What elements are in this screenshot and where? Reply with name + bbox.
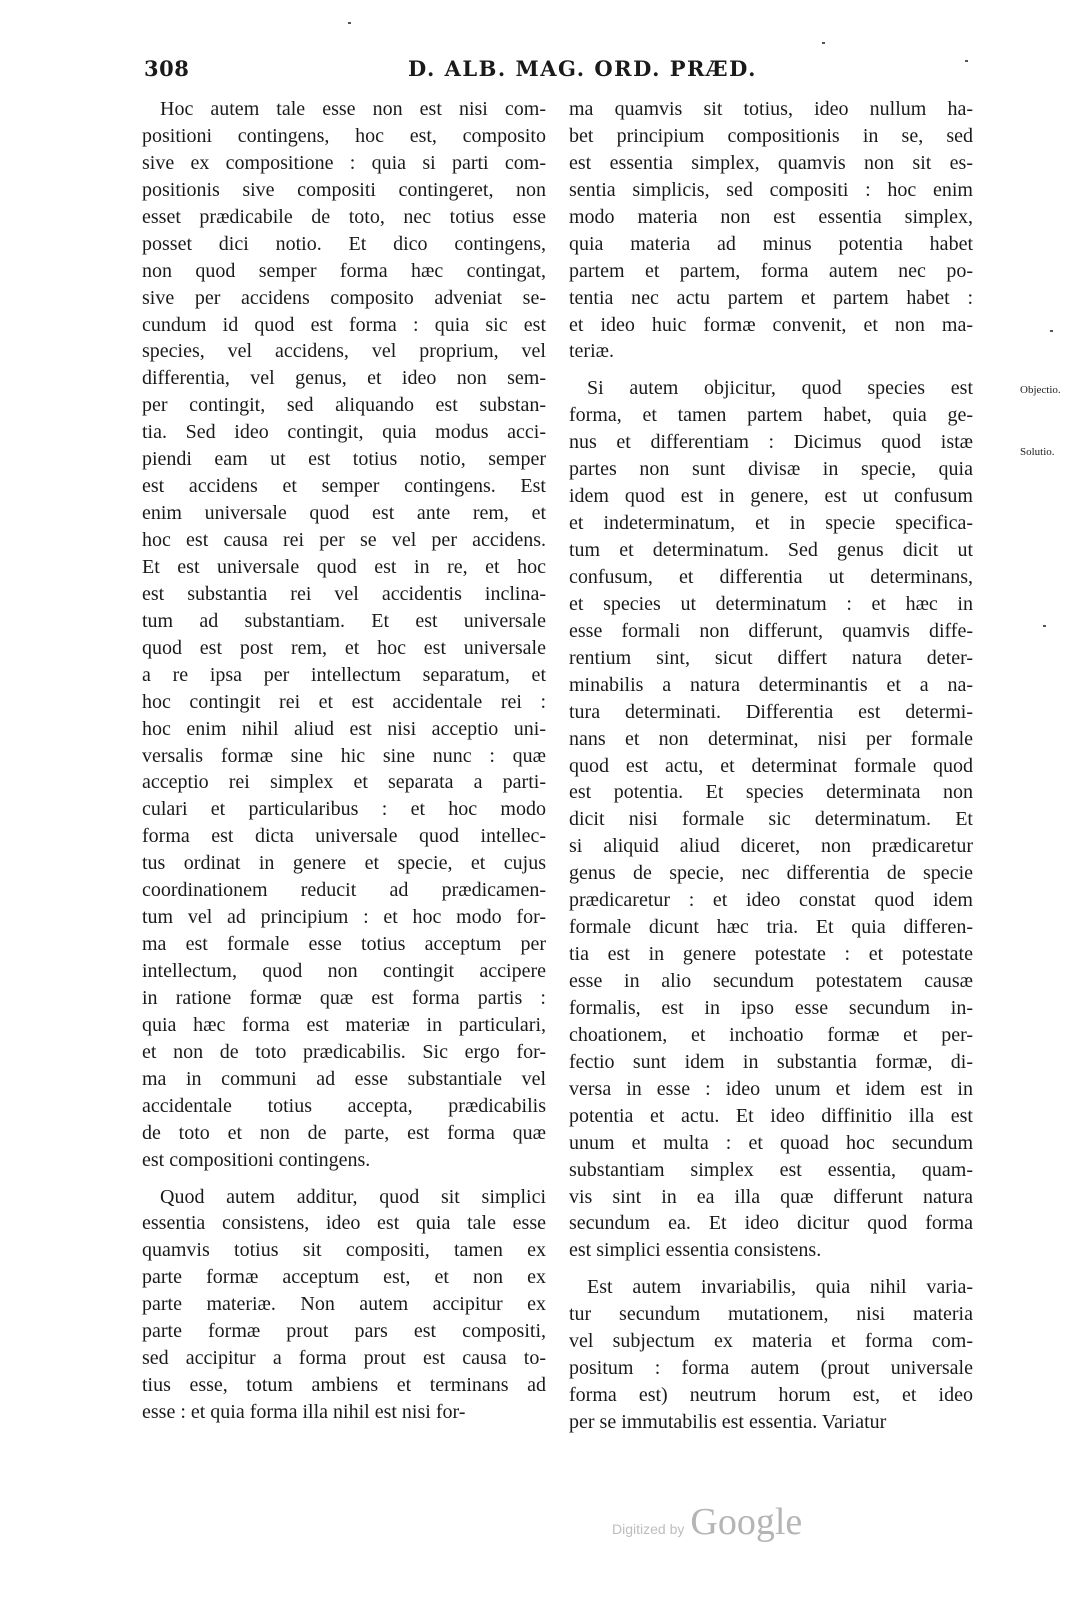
text-line: est potentia. Et species determinata non: [569, 781, 973, 804]
text-line: tur secundum mutationem, nisi materia: [569, 1303, 973, 1326]
google-logo: Google: [690, 1501, 803, 1543]
text-line: enim universale quod est ante rem, et: [142, 502, 546, 525]
text-line: essentia consistens, ideo est quia tale esse: [142, 1212, 546, 1235]
text-line: quod est actu, et determinat formale quod: [569, 754, 973, 777]
text-line: versalis formæ sine hic sine nunc : quæ: [142, 744, 546, 767]
text-line: tia. Sed ideo contingit, quia modus acci-: [142, 421, 546, 444]
paragraph-1: [142, 96, 546, 1174]
text-line: est simplici essentia consistens.: [569, 1239, 822, 1262]
text-line: genus de specie, nec differentia de specie: [569, 862, 973, 885]
text-line: tentia nec actu partem et partem habet :: [569, 286, 973, 309]
print-speck: [1043, 625, 1046, 627]
text-line: differentia, vel genus, et ideo non sem-: [142, 367, 546, 390]
text-line: tum ad substantiam. Et est universale: [142, 609, 546, 632]
text-line: minabilis a natura determinantis et a na-: [569, 673, 973, 696]
text-line: sive per accidens composito adveniat se-: [142, 286, 546, 309]
text-line: quod est post rem, et hoc est universale: [142, 636, 546, 659]
text-line: culari et particularibus : et hoc modo: [142, 798, 546, 821]
text-line: esset prædicabile de toto, nec totius esse: [142, 205, 546, 228]
text-line: formalis, est in ipso esse secundum in-: [569, 996, 973, 1019]
running-title: D. ALB. MAG. ORD. PRÆD.: [408, 56, 757, 81]
text-line: per contingit, sed aliquando est substan-: [142, 394, 546, 417]
text-line: formale dicunt hæc tria. Et quia differen-: [569, 916, 973, 939]
text-line: et non de toto prædicabilis. Sic ergo for-: [142, 1040, 546, 1063]
text-line: parte formæ prout pars est compositi,: [142, 1320, 546, 1343]
text-line: et ideo huic formæ convenit, et non ma-: [569, 313, 973, 336]
text-line: est essentia simplex, quamvis non sit es-: [569, 151, 973, 174]
text-line: quia hæc forma est materiæ in particulari,: [142, 1013, 546, 1036]
text-line: accidentale totius accepta, prædicabilis: [142, 1094, 546, 1117]
text-line: est compositioni contingens.: [142, 1148, 371, 1171]
text-line: positionis sive compositi contingeret, non: [142, 178, 546, 201]
text-line: forma est) neutrum horum est, et ideo: [569, 1384, 973, 1407]
text-line: species, vel accidens, vel proprium, vel: [142, 340, 546, 363]
print-speck: [1050, 330, 1053, 332]
text-line: intellectum, quod non contingit accipere: [142, 960, 546, 982]
text-line: parte formæ acceptum est, et non ex: [142, 1266, 546, 1289]
text-line: forma, et tamen partem habet, quia ge-: [569, 404, 973, 427]
text-line: esse formali non differunt, quamvis diffe-: [569, 619, 973, 642]
text-line: idem quod est in genere, est ut confusum: [569, 485, 973, 508]
text-line: tum vel ad principium : et hoc modo for-: [142, 906, 546, 929]
text-line: coordinationem reducit ad prædicamen-: [142, 879, 546, 902]
text-line: Hoc autem tale esse non est nisi com-: [160, 98, 546, 120]
text-line: in ratione formæ quæ est forma partis :: [142, 986, 546, 1009]
text-line: nans et non determinat, nisi per formale: [569, 727, 973, 750]
paragraph-2: [569, 375, 973, 1264]
text-line: confusum, et differentia ut determinans,: [569, 565, 973, 588]
text-line: versa in esse : ideo unum et idem est in: [569, 1077, 973, 1100]
margin-note-solutio: Solutio.: [1020, 446, 1055, 458]
text-line: hoc contingit rei et est accidentale rei :: [142, 690, 546, 713]
text-line: positum : forma autem (prout universale: [569, 1357, 973, 1380]
text-line: quia materia ad minus potentia habet: [569, 232, 973, 255]
watermark-prefix: Digitized by: [612, 1521, 685, 1537]
text-line: tus ordinat in genere et specie, et cujus: [142, 852, 546, 875]
text-line: vel subjectum ex materia et forma com-: [569, 1330, 973, 1353]
text-line: rentium sint, sicut differt natura deter-: [569, 646, 973, 669]
text-line: tia est in genere potestate : et potestate: [569, 943, 973, 966]
text-line: modo materia non est essentia simplex,: [569, 205, 973, 228]
paragraph-2: [142, 1184, 546, 1426]
text-line: nus et differentiam : Dicimus quod istæ: [569, 431, 973, 454]
text-line: et species ut determinatum : et hæc in: [569, 592, 973, 615]
text-line: teriæ.: [569, 340, 614, 363]
print-speck: [965, 60, 968, 62]
text-line: Quod autem additur, quod sit simplici: [160, 1185, 546, 1208]
text-line: ma in communi ad esse substantiale vel: [142, 1067, 546, 1090]
text-line: cundum id quod est forma : quia sic est: [142, 313, 546, 336]
paragraph-1: [569, 96, 973, 365]
text-line: potentia et actu. Et ideo diffinitio illa est: [569, 1104, 973, 1127]
text-line: hoc est causa rei per se vel per accidens.: [142, 529, 546, 551]
margin-note-objectio: Objectio.: [1020, 384, 1061, 396]
paragraph-3: [569, 1274, 973, 1436]
text-line: a re ipsa per intellectum separatum, et: [142, 663, 546, 686]
text-line: non quod semper forma hæc contingat,: [142, 259, 546, 282]
text-line: esse in alio secundum potestatem causæ: [569, 970, 973, 992]
text-line: piendi eam ut est totius notio, semper: [142, 448, 546, 471]
text-line: hoc enim nihil aliud est nisi acceptio uni-: [142, 717, 546, 740]
text-line: ma est formale esse totius acceptum per: [142, 933, 546, 956]
text-line: positioni contingens, hoc est, composito: [142, 124, 546, 147]
text-line: tura determinati. Differentia est determi-: [569, 700, 973, 723]
text-line: sive ex compositione : quia si parti com-: [142, 151, 546, 174]
text-line: si aliquid aliud diceret, non prædicaretur: [569, 835, 973, 858]
text-line: dicit nisi formale sic determinatum. Et: [569, 808, 973, 831]
text-line: acceptio rei simplex et separata a parti-: [142, 771, 546, 794]
text-line: esse : et quia forma illa nihil est nisi for-: [142, 1401, 466, 1423]
text-line: partes non sunt divisæ in specie, quia: [569, 458, 973, 481]
text-line: bet principium compositionis in se, sed: [569, 124, 973, 147]
text-line: Et est universale quod est in re, et hoc: [142, 555, 546, 578]
text-line: fectio sunt idem in substantia formæ, di-: [569, 1050, 973, 1073]
text-line: parte materiæ. Non autem accipitur ex: [142, 1293, 546, 1316]
text-line: posset dici notio. Et dico contingens,: [142, 232, 546, 255]
text-line: partem et partem, forma autem nec po-: [569, 259, 973, 282]
text-line: Si autem objicitur, quod species est: [587, 377, 973, 400]
print-speck: [822, 42, 825, 44]
text-line: tum et determinatum. Sed genus dicit ut: [569, 539, 973, 561]
text-line: choationem, et inchoatio formæ et per-: [569, 1023, 973, 1046]
text-line: secundum ea. Et ideo dicitur quod forma: [569, 1212, 973, 1235]
right-column: [569, 96, 973, 1436]
text-line: est substantia rei vel accidentis inclina-: [142, 582, 546, 605]
text-line: Est autem invariabilis, quia nihil varia-: [587, 1276, 973, 1299]
text-line: sed accipitur a forma prout est causa to-: [142, 1347, 546, 1370]
text-line: prædicaretur : et ideo constat quod idem: [569, 889, 973, 912]
print-speck: [348, 22, 351, 24]
text-line: per se immutabilis est essentia. Variatur: [569, 1411, 887, 1433]
text-line: de toto et non de parte, est forma quæ: [142, 1121, 546, 1144]
text-line: est accidens et semper contingens. Est: [142, 475, 546, 498]
text-line: ma quamvis sit totius, ideo nullum ha-: [569, 98, 973, 120]
left-column: [142, 96, 546, 1426]
text-line: et indeterminatum, et in specie specifica-: [569, 512, 973, 535]
text-line: sentia simplicis, sed compositi : hoc enim: [569, 178, 973, 201]
text-line: vis sint in ea illa quæ differunt natura: [569, 1185, 973, 1208]
text-line: unum et multa : et quoad hoc secundum: [569, 1131, 973, 1154]
page-number: 308: [144, 56, 190, 81]
text-line: forma est dicta universale quod intellec-: [142, 825, 546, 848]
text-line: tius esse, totum ambiens et terminans ad: [142, 1374, 546, 1397]
digitized-watermark: [612, 1500, 802, 1544]
text-line: substantiam simplex est essentia, quam-: [569, 1158, 973, 1181]
text-line: quamvis totius sit compositi, tamen ex: [142, 1239, 546, 1262]
